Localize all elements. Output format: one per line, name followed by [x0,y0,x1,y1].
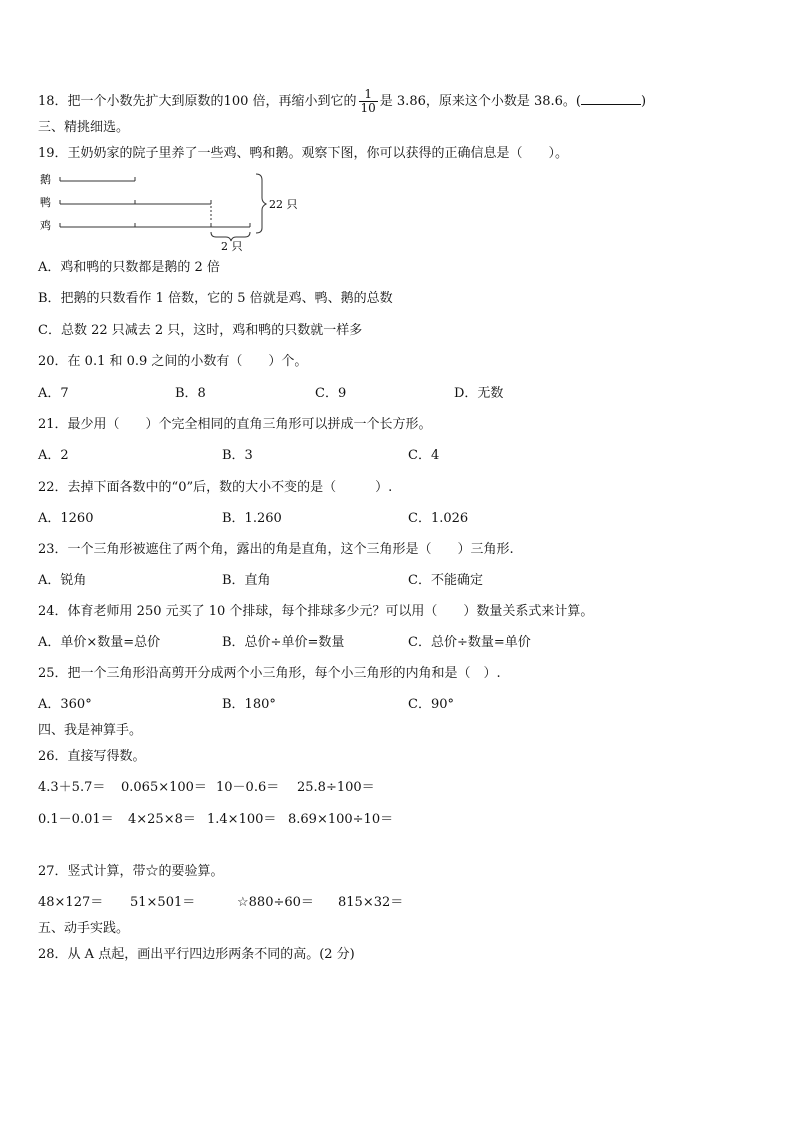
fraction-one-tenth [359,88,378,115]
question-26: 26．直接写得数。 [38,749,146,764]
calc-48-times-127: 48×127＝ [38,895,104,910]
line-segment-diagram [38,170,318,252]
fraction-numerator: 1 [359,88,378,102]
calc-star-880-div-60: ☆880÷60＝ [237,895,314,910]
q18-text-end: ) [641,94,647,109]
q21-option-a[interactable]: A．2 [38,448,69,463]
calc-0-065-times-100: 0.065×100＝ [121,780,207,795]
question-24: 24．体育老师用 250 元买了 10 个排球，每个排球多少元？可以用（ ）数量关系式来计算。 [38,604,594,619]
question-25: 25．把一个三角形沿高剪开分成两个小三角形，每个小三角形的内角和是（ ）. [38,666,501,681]
fraction-denominator: 10 [360,101,376,115]
q21-option-c[interactable]: C．4 [408,448,440,463]
q22-option-b[interactable]: B．1.260 [222,511,282,526]
difference-label: 2 只 [221,240,243,252]
section-3-heading: 三、精挑细选。 [38,120,130,135]
q18-text-post: 是 3.86，原来这个小数是 38.6。( [379,94,582,109]
calc-10-minus-0-6: 10－0.6＝ [216,780,280,795]
q19-option-a[interactable]: A．鸡和鸭的只数都是鹅的 2 倍 [38,260,220,275]
label-goose: 鹅 [40,173,51,186]
q23-option-b[interactable]: B．直角 [222,573,271,588]
label-chicken: 鸡 [40,219,51,232]
section-4-heading: 四、我是神算手。 [38,723,143,738]
q19-option-b[interactable]: B．把鹅的只数看作 1 倍数，它的 5 倍就是鸡、鸭、鹅的总数 [38,291,393,306]
calc-1-4-times-100: 1.4×100＝ [207,812,277,827]
q24-option-a[interactable]: A．单价×数量=总价 [38,635,161,650]
q20-option-b[interactable]: B．8 [175,386,206,401]
q25-option-b[interactable]: B．180° [222,697,276,712]
q18-text-pre: 18．把一个小数先扩大到原数的100 倍，再缩小到它的 [38,94,357,109]
q25-option-a[interactable]: A．360° [38,697,92,712]
q20-option-d[interactable]: D．无数 [454,386,504,401]
q25-option-c[interactable]: C．90° [408,697,454,712]
q22-option-a[interactable]: A．1260 [38,511,94,526]
calc-0-1-minus-0-01: 0.1－0.01＝ [38,812,114,827]
question-23: 23．一个三角形被遮住了两个角，露出的角是直角，这个三角形是（ ）三角形. [38,542,514,557]
calc-4-times-25-times-8: 4×25×8＝ [128,812,196,827]
calc-4-3-plus-5-7: 4.3＋5.7＝ [38,780,106,795]
section-5-heading: 五、动手实践。 [38,921,130,936]
q22-option-c[interactable]: C．1.026 [408,511,469,526]
q23-option-a[interactable]: A．锐角 [38,573,87,588]
question-22: 22．去掉下面各数中的“0”后，数的大小不变的是（ ）. [38,480,393,495]
label-duck: 鸭 [40,196,51,209]
question-20: 20．在 0.1 和 0.9 之间的小数有（ ）个。 [38,354,308,369]
q19-option-c[interactable]: C．总数 22 只减去 2 只，这时，鸡和鸭的只数就一样多 [38,323,363,338]
total-label: 22 只 [269,198,298,211]
q20-option-c[interactable]: C．9 [315,386,347,401]
q20-option-a[interactable]: A．7 [38,386,69,401]
calc-25-8-div-100: 25.8÷100＝ [297,780,375,795]
calc-51-times-501: 51×501＝ [130,895,196,910]
q21-option-b[interactable]: B．3 [222,448,253,463]
question-28: 28．从 A 点起，画出平行四边形两条不同的高。(2 分) [38,947,355,962]
q24-option-c[interactable]: C．总价÷数量=单价 [408,635,531,650]
question-19: 19．王奶奶家的院子里养了一些鸡、鸭和鹅。观察下图，你可以获得的正确信息是（ ）。 [38,146,569,161]
question-21: 21．最少用（ ）个完全相同的直角三角形可以拼成一个长方形。 [38,417,432,432]
calc-815-times-32: 815×32＝ [338,895,404,910]
calc-8-69-times-100-div-10: 8.69×100÷10＝ [288,812,394,827]
q24-option-b[interactable]: B．总价÷单价=数量 [222,635,345,650]
q23-option-c[interactable]: C．不能确定 [408,573,483,588]
answer-blank[interactable] [581,92,641,105]
question-27: 27．竖式计算，带☆的要验算。 [38,864,224,879]
question-18 [38,88,646,115]
